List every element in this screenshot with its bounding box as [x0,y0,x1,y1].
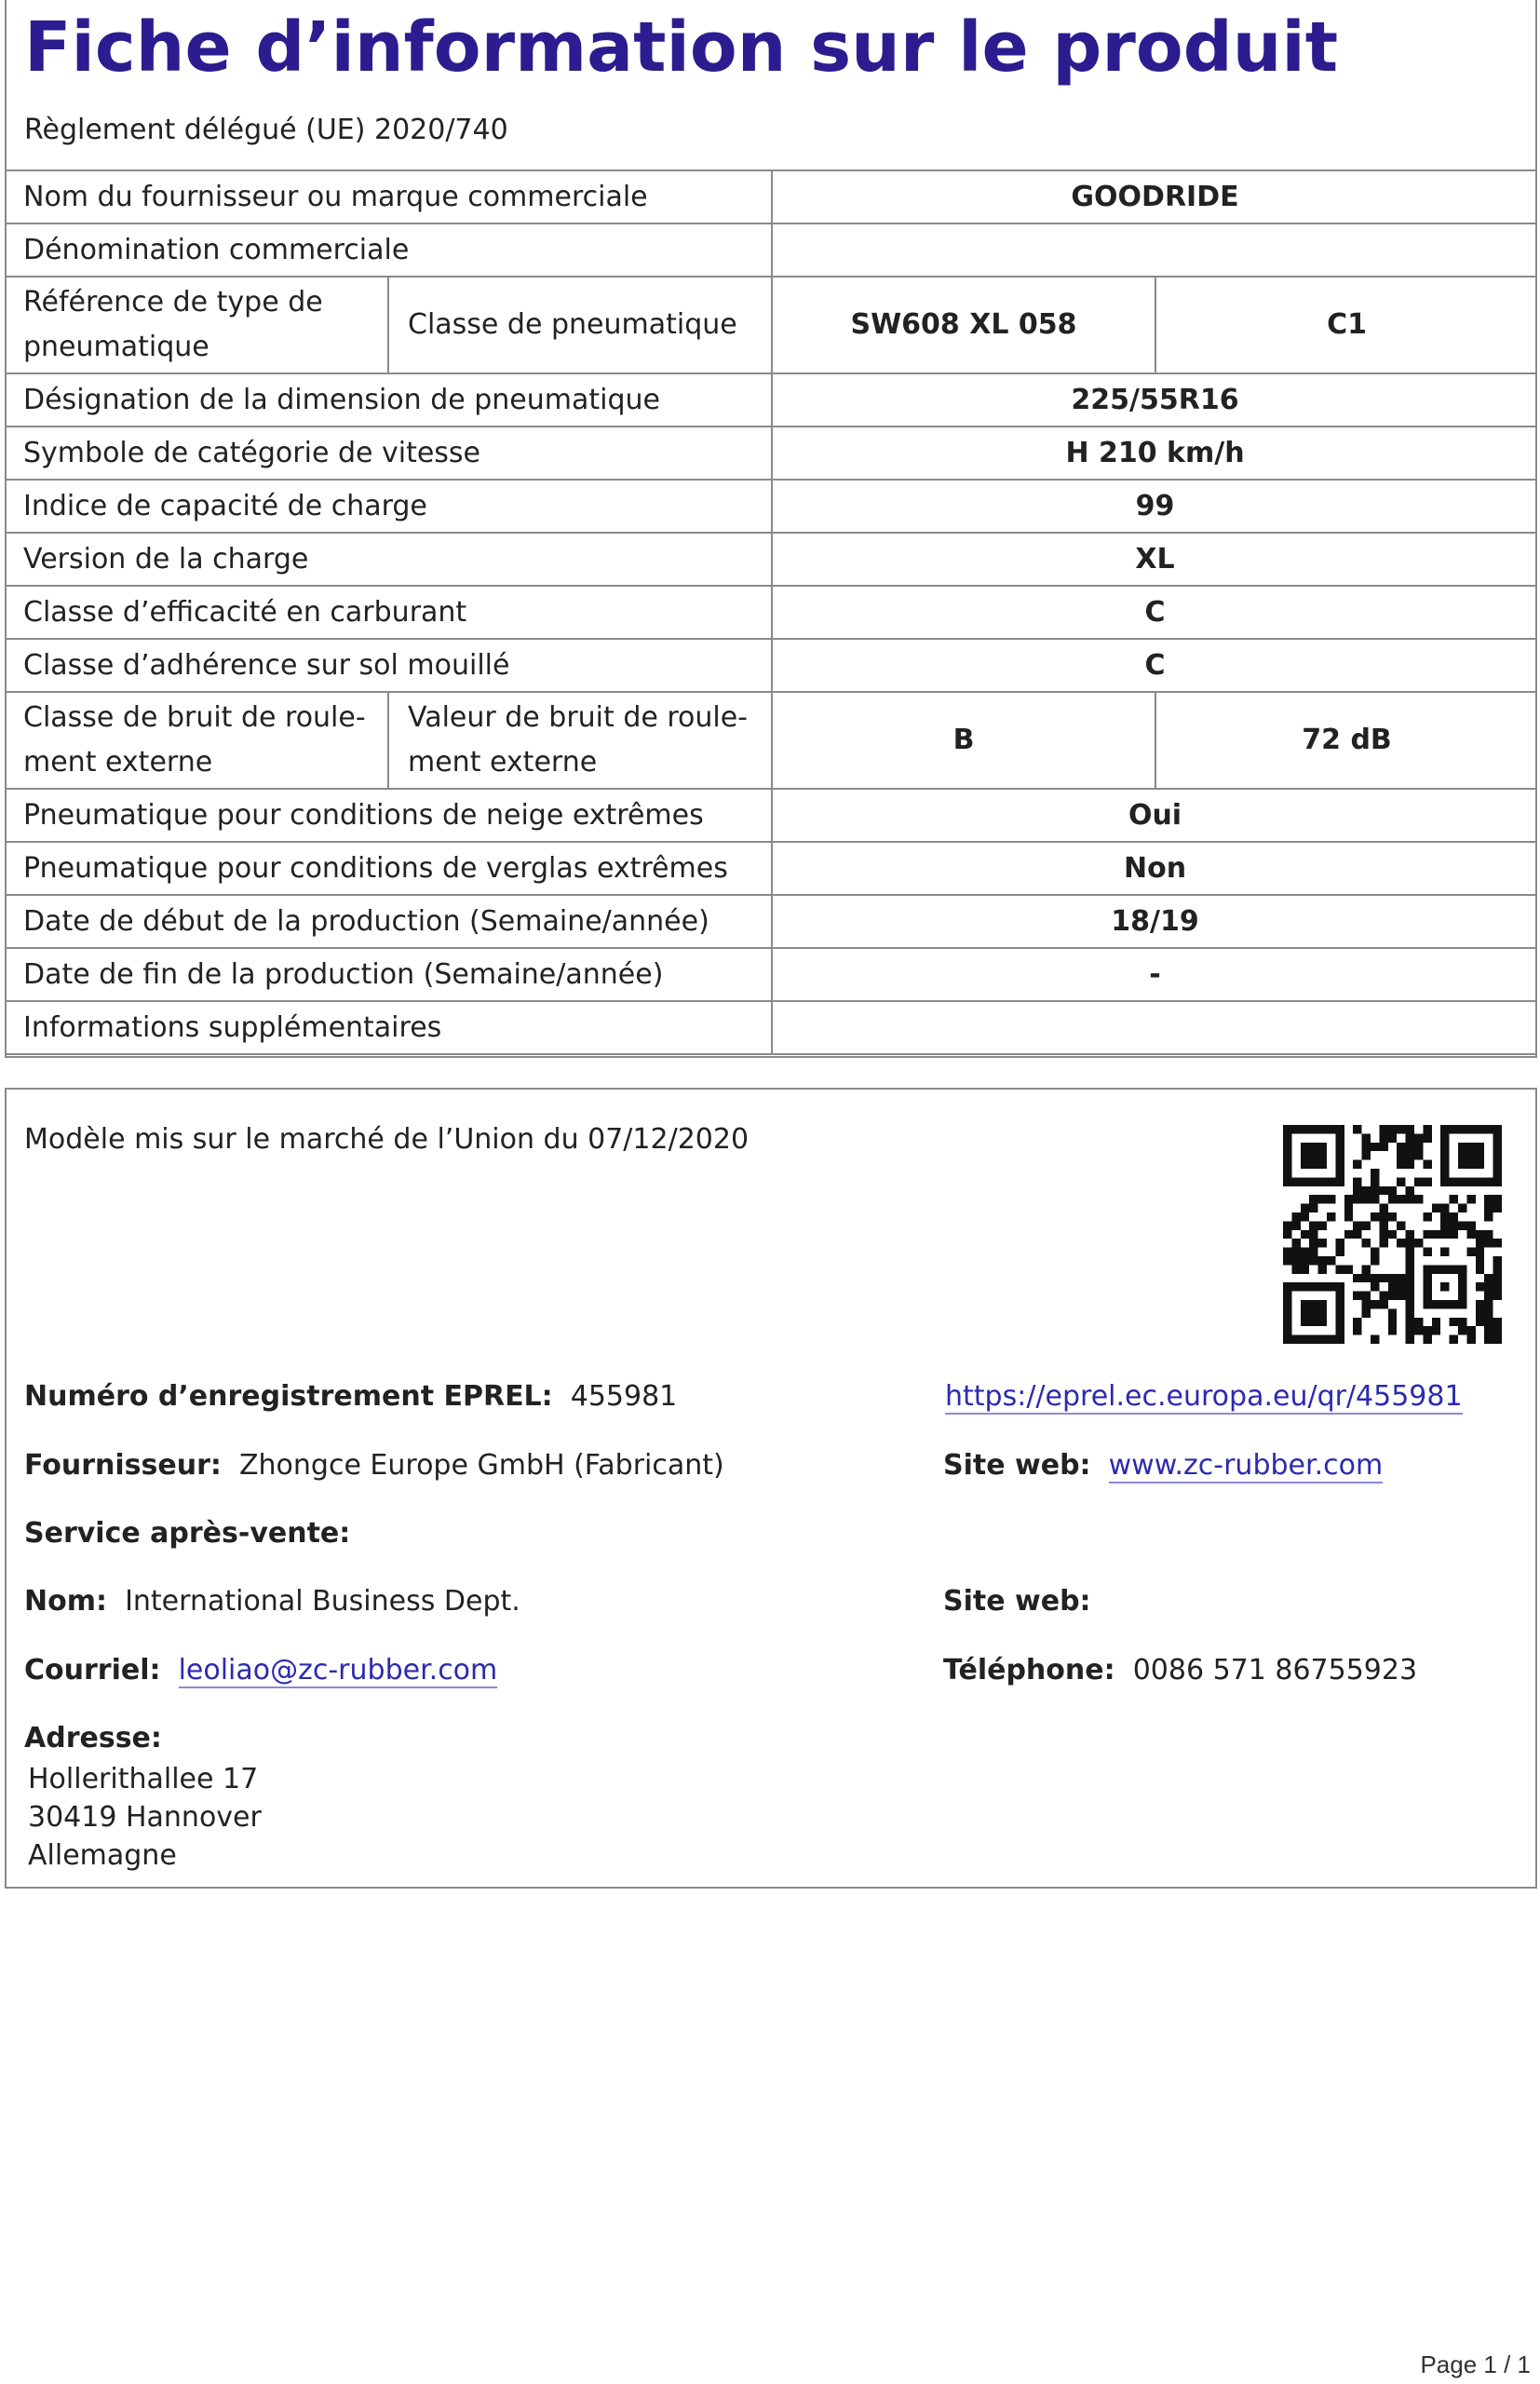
qr-code-icon [1283,1125,1502,1344]
fuel-efficiency-value: C [772,586,1537,639]
load-index-label: Indice de capacité de charge [5,480,772,533]
table-row [5,789,1537,842]
extra-info-label: Informations supplémentaires [5,1001,772,1054]
snow-label: Pneumatique pour conditions de neige extrêmes [5,789,772,842]
table-row [5,692,1537,789]
production-start-value: 18/19 [772,895,1537,948]
eprel-label: Numéro d’enregistrement EPREL: [24,1380,553,1413]
ice-value: Non [772,842,1537,895]
name-label: Nom: [24,1585,107,1618]
production-end-label: Date de fin de la production (Semaine/année) [5,948,772,1001]
table-row [5,586,1537,639]
type-ref-value: SW608 XL 058 [772,277,1155,373]
table-row [5,373,1537,427]
wet-grip-label: Classe d’adhérence sur sol mouillé [5,639,772,692]
phone-label: Téléphone: [943,1654,1115,1686]
address-street: Hollerithallee 17 [28,1763,259,1795]
website-label: Site web: [943,1449,1091,1482]
email-line [24,1654,497,1686]
table-row [5,1001,1537,1054]
type-ref-label: Référence de type de pneumatique [5,277,388,373]
production-start-label: Date de début de la production (Semaine/année) [5,895,772,948]
fuel-efficiency-label: Classe d’efficacité en carburant [5,586,772,639]
phone-line [943,1654,1417,1686]
regulation-reference: Règlement délégué (UE) 2020/740 [24,114,508,146]
supplier-label: Fournisseur: [24,1449,222,1482]
tyre-class-value: C1 [1155,277,1537,373]
production-end-value: - [772,948,1537,1001]
market-date: Modèle mis sur le marché de l’Union du 07/12/2020 [24,1123,750,1156]
service-website-line [943,1585,1091,1618]
table-row [5,895,1537,948]
name-value: International Business Dept. [125,1585,520,1618]
name-line [24,1585,520,1618]
table-row [5,224,1537,277]
table-row [5,277,1537,373]
noise-class-label: Classe de bruit de roule-ment externe [5,692,388,789]
email-link[interactable]: leoliao@zc-rubber.com [178,1654,498,1686]
ice-label: Pneumatique pour conditions de verglas extrêmes [5,842,772,895]
eprel-link[interactable]: https://eprel.ec.europa.eu/qr/455981 [945,1380,1463,1413]
service-label: Service après-vente: [24,1517,351,1550]
wet-grip-value: C [772,639,1537,692]
page-title: Fiche d’information sur le produit [24,7,1339,88]
supplier-name: Zhongce Europe GmbH (Fabricant) [238,1449,724,1482]
address-city: 30419 Hannover [28,1801,262,1834]
phone-value: 0086 571 86755923 [1132,1654,1418,1686]
table-row [5,533,1537,586]
trade-name-value [772,224,1537,277]
table-row [5,427,1537,480]
service-heading [24,1517,350,1550]
trade-name-label: Dénomination commerciale [5,224,772,277]
noise-value-label: Valeur de bruit de roule-ment externe [388,692,772,789]
load-index-value: 99 [772,480,1537,533]
specs-table [5,169,1537,1055]
website-link[interactable]: www.zc-rubber.com [1108,1449,1384,1482]
eprel-link-line [945,1380,1463,1413]
email-label: Courriel: [24,1654,161,1686]
table-row [5,842,1537,895]
address-label: Adresse: [24,1722,162,1754]
size-value: 225/55R16 [772,373,1537,427]
load-version-label: Version de la charge [5,533,772,586]
eprel-number: 455981 [570,1380,678,1413]
load-version-value: XL [772,533,1537,586]
address-block [28,1760,262,1875]
table-row [5,480,1537,533]
speed-label: Symbole de catégorie de vitesse [5,427,772,480]
service-website-label: Site web: [943,1585,1091,1618]
tyre-class-label: Classe de pneumatique [388,277,772,373]
table-row [5,170,1537,224]
size-label: Désignation de la dimension de pneumatique [5,373,772,427]
extra-info-value [772,1001,1537,1054]
supplier-line [24,1449,724,1482]
address-country: Allemagne [28,1839,177,1872]
noise-value-value: 72 dB [1155,692,1537,789]
website-line [943,1449,1383,1482]
noise-class-value: B [772,692,1155,789]
eprel-line [24,1380,677,1413]
page-number: Page 1 / 1 [1420,2350,1531,2378]
snow-value: Oui [772,789,1537,842]
address-heading [24,1722,162,1754]
speed-value: H 210 km/h [772,427,1537,480]
supplier-label: Nom du fournisseur ou marque commerciale [5,170,772,224]
supplier-value: GOODRIDE [772,170,1537,224]
table-row [5,948,1537,1001]
table-row [5,639,1537,692]
